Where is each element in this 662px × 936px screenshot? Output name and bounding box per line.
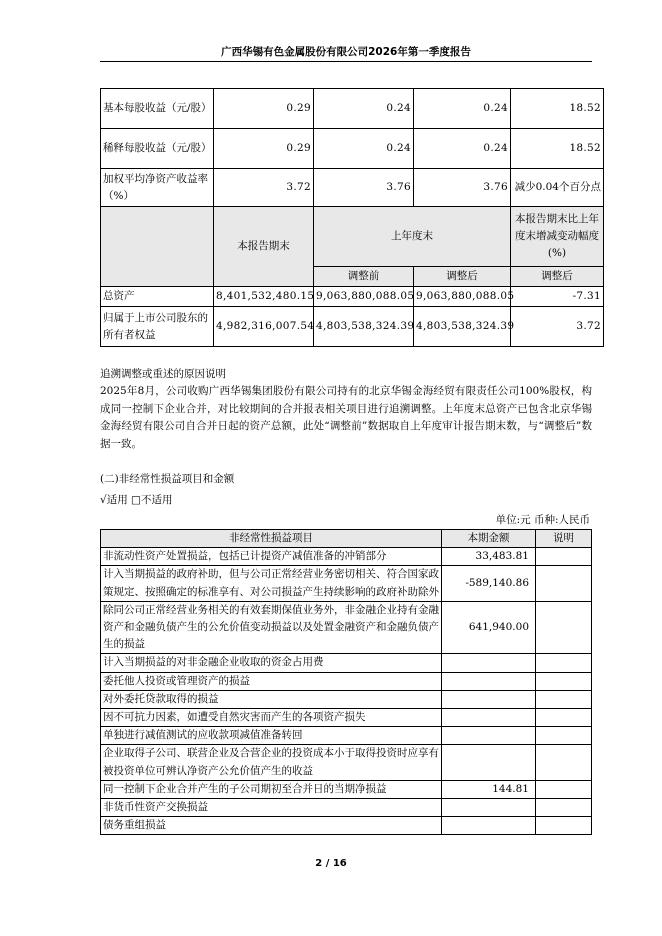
row-amount: 641,940.00 bbox=[442, 601, 536, 654]
header-last-year-end: 上年度末 bbox=[314, 207, 511, 267]
table-row bbox=[101, 745, 592, 780]
row-note bbox=[536, 601, 592, 654]
table-row bbox=[101, 672, 592, 690]
table-header-row bbox=[101, 207, 604, 267]
header-before-adjust: 调整前 bbox=[314, 267, 414, 287]
cell-after: 0.24 bbox=[414, 89, 511, 129]
row-item: 非流动性资产处置损益，包括已计提资产减值准备的冲销部分 bbox=[101, 548, 442, 566]
row-amount bbox=[442, 727, 536, 745]
row-item: 委托他人投资或管理资产的损益 bbox=[101, 672, 442, 690]
row-note bbox=[536, 780, 592, 798]
cell-current: 8,401,532,480.15 bbox=[214, 287, 314, 307]
table-row bbox=[101, 799, 592, 817]
cell-change: 18.52 bbox=[511, 89, 604, 129]
table-row bbox=[101, 727, 592, 745]
row-item: 同一控制下企业合并产生的子公司期初至合并日的当期净损益 bbox=[101, 780, 442, 798]
cell-current: 3.72 bbox=[214, 169, 314, 207]
cell-current: 0.29 bbox=[214, 129, 314, 169]
non-recurring-table bbox=[100, 529, 592, 835]
row-item: 除同公司正常经营业务相关的有效套期保值业务外，非金融企业持有金融资产和金融负债产生的公允价值变动损益以及处置金融资产和金融负债产生的损益 bbox=[101, 601, 442, 654]
row-amount bbox=[442, 709, 536, 727]
unit-label: 单位:元 币种:人民币 bbox=[495, 514, 590, 526]
table-row bbox=[101, 89, 604, 129]
cell-current: 0.29 bbox=[214, 89, 314, 129]
header-note: 说明 bbox=[536, 530, 592, 548]
table-row bbox=[101, 601, 592, 654]
row-label: 稀释每股收益（元/股） bbox=[101, 129, 214, 169]
row-note bbox=[536, 566, 592, 601]
row-label: 基本每股收益（元/股） bbox=[101, 89, 214, 129]
row-label: 加权平均净资产收益率（%） bbox=[101, 169, 214, 207]
table-row bbox=[101, 817, 592, 835]
cell-before: 4,803,538,324.39 bbox=[314, 307, 414, 347]
table-row bbox=[101, 287, 604, 307]
row-amount: -589,140.86 bbox=[442, 566, 536, 601]
row-item: 计入当期损益的政府补助，但与公司正常经营业务密切相关、符合国家政策规定、按照确定的标准享有、对公司损益产生持续影响的政府补助除外 bbox=[101, 566, 442, 601]
row-label: 归属于上市公司股东的所有者权益 bbox=[101, 307, 214, 347]
row-amount bbox=[442, 690, 536, 708]
row-amount: 144.81 bbox=[442, 780, 536, 798]
header-rule bbox=[100, 61, 592, 62]
row-note bbox=[536, 727, 592, 745]
row-note bbox=[536, 548, 592, 566]
row-amount bbox=[442, 817, 536, 835]
row-item: 债务重组损益 bbox=[101, 817, 442, 835]
key-financial-table bbox=[100, 88, 604, 347]
table-row bbox=[101, 548, 592, 566]
row-item: 非货币性资产交换损益 bbox=[101, 799, 442, 817]
row-item: 对外委托贷款取得的损益 bbox=[101, 690, 442, 708]
cell-change: 18.52 bbox=[511, 129, 604, 169]
header-period-end: 本报告期末 bbox=[214, 207, 314, 287]
row-note bbox=[536, 817, 592, 835]
table-row bbox=[101, 566, 592, 601]
page-header-title: 广西华锡有色金属股份有限公司2026年第一季度报告 bbox=[221, 46, 471, 58]
table-row bbox=[101, 129, 604, 169]
header-change-sub: 调整后 bbox=[511, 267, 604, 287]
row-note bbox=[536, 654, 592, 672]
cell-before: 0.24 bbox=[314, 129, 414, 169]
table-row bbox=[101, 709, 592, 727]
row-item: 因不可抗力因素，如遭受自然灾害而产生的各项资产损失 bbox=[101, 709, 442, 727]
row-note bbox=[536, 672, 592, 690]
row-amount bbox=[442, 672, 536, 690]
cell-after: 4,803,538,324.39 bbox=[414, 307, 511, 347]
page-number: 2 / 16 bbox=[315, 858, 347, 869]
header-blank bbox=[101, 207, 214, 287]
row-item: 计入当期损益的对非金融企业收取的资金占用费 bbox=[101, 654, 442, 672]
header-amount: 本期金额 bbox=[442, 530, 536, 548]
row-note bbox=[536, 709, 592, 727]
cell-current: 4,982,316,007.54 bbox=[214, 307, 314, 347]
row-label: 总资产 bbox=[101, 287, 214, 307]
cell-before: 9,063,880,088.05 bbox=[314, 287, 414, 307]
cell-after: 0.24 bbox=[414, 129, 511, 169]
row-amount bbox=[442, 654, 536, 672]
section-title: (二)非经常性损益项目和金额 bbox=[100, 473, 235, 485]
table-header-row bbox=[101, 530, 592, 548]
row-note bbox=[536, 745, 592, 780]
row-item: 单独进行减值测试的应收款项减值准备转回 bbox=[101, 727, 442, 745]
row-amount: 33,483.81 bbox=[442, 548, 536, 566]
cell-change: 减少0.04个百分点 bbox=[511, 169, 604, 207]
table-row bbox=[101, 654, 592, 672]
table-row bbox=[101, 307, 604, 347]
cell-change: -7.31 bbox=[511, 287, 604, 307]
row-note bbox=[536, 690, 592, 708]
table-row bbox=[101, 690, 592, 708]
header-change: 本报告期末比上年度末增减变动幅度(%) bbox=[511, 207, 604, 267]
cell-after: 9,063,880,088.05 bbox=[414, 287, 511, 307]
note-body: 2025年8月，公司收购广西华锡集团股份有限公司持有的北京华锡金海经贸有限责任公司100%股权，构成同一控制下企业合并，对比较期间的合并报表相关项目进行追溯调整。上年度末总资产已包含北京华锡金海经贸有限公司自合并日起的资产总额，此处“调整前”数据取自上年度审计报告期末数，与“调整后”数据一致。 bbox=[100, 385, 592, 450]
note-title: 追溯调整或重述的原因说明 bbox=[100, 368, 226, 380]
cell-after: 3.76 bbox=[414, 169, 511, 207]
applicability: √适用 □不适用 bbox=[100, 494, 173, 506]
row-note bbox=[536, 799, 592, 817]
header-after-adjust: 调整后 bbox=[414, 267, 511, 287]
cell-before: 0.24 bbox=[314, 89, 414, 129]
cell-before: 3.76 bbox=[314, 169, 414, 207]
row-amount bbox=[442, 799, 536, 817]
table-row bbox=[101, 169, 604, 207]
table-row bbox=[101, 780, 592, 798]
row-item: 企业取得子公司、联营企业及合营企业的投资成本小于取得投资时应享有被投资单位可辨认净资产公允价值产生的收益 bbox=[101, 745, 442, 780]
cell-change: 3.72 bbox=[511, 307, 604, 347]
header-item: 非经常性损益项目 bbox=[101, 530, 442, 548]
row-amount bbox=[442, 745, 536, 780]
